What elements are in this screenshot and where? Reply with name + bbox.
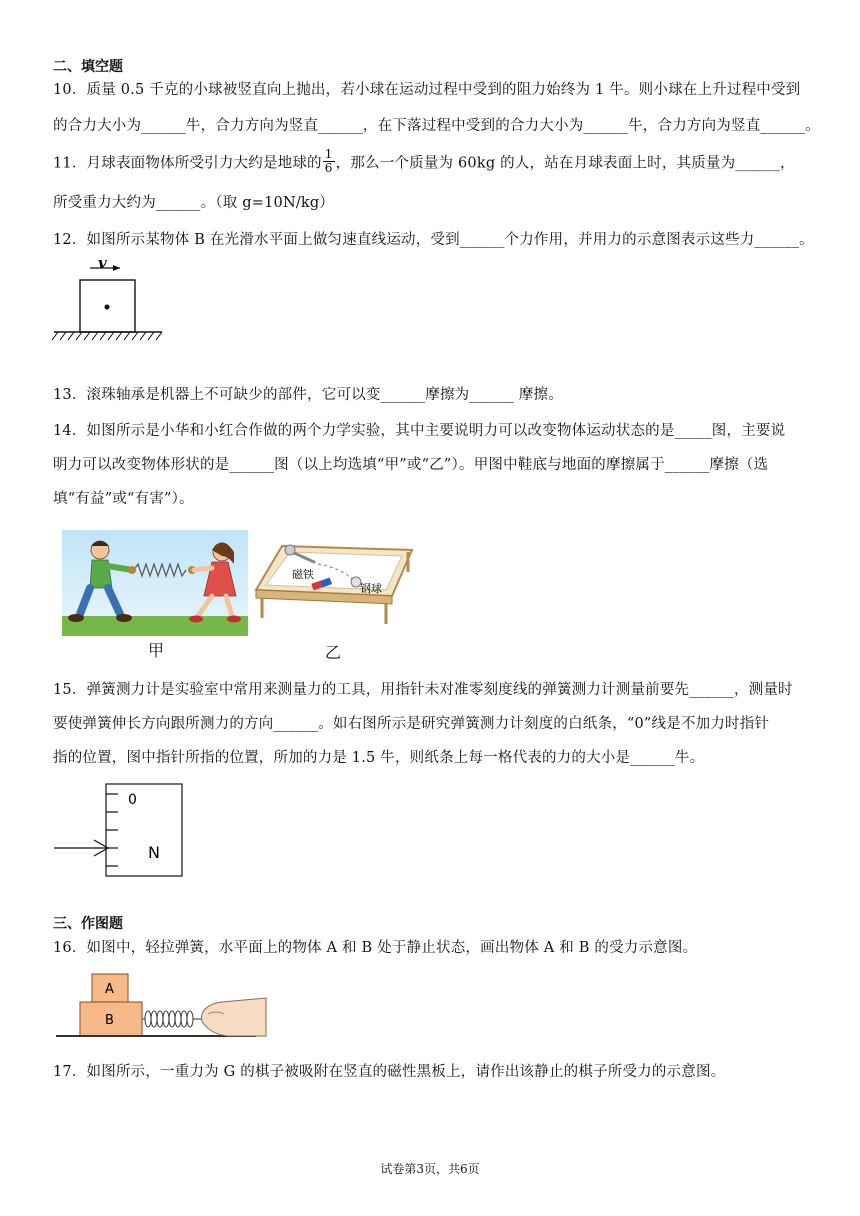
q15-line2: 要使弹簧伸长方向跟所测力的方向______。如右图所示是研究弹簧测力计刻度的白纸条，“0”线是不加力时指针 bbox=[53, 716, 770, 732]
figure-jia-tug-spring bbox=[62, 530, 248, 636]
label-b: B bbox=[105, 1013, 114, 1028]
unit-label: N bbox=[148, 843, 160, 862]
q14-line2: 明力可以改变物体形状的是______图（以上均选填“甲”或“乙”）。甲图中鞋底与地面的摩擦属于______摩擦（选 bbox=[53, 457, 769, 473]
section-title-fill: 二、填空题 bbox=[53, 59, 123, 75]
fraction-one-sixth bbox=[323, 148, 335, 175]
q15-line3: 指的位置，图中指针所指的位置，所加的力是 1.5 牛，则纸条上每一格代表的力的大小是______牛。 bbox=[53, 750, 705, 766]
label-a: A bbox=[105, 982, 114, 997]
ball-start bbox=[285, 545, 295, 555]
spring-horizontal bbox=[142, 1011, 202, 1027]
fraction-numerator: 1 bbox=[324, 147, 333, 161]
center-dot bbox=[105, 305, 110, 310]
q10-line1: 10．质量 0.5 千克的小球被竖直向上抛出，若小球在运动过程中受到的阻力始终为 1 牛。则小球在上升过程中受到 bbox=[53, 82, 801, 98]
q16-line1: 16．如图中，轻拉弹簧，水平面上的物体 A 和 B 处于静止状态，画出物体 A 和 B 的受力示意图。 bbox=[53, 940, 698, 956]
label-steel-ball: 钢球 bbox=[360, 582, 382, 595]
q11-line1-b: ，那么一个质量为 60kg 的人，站在月球表面上时，其质量为______， bbox=[335, 155, 795, 172]
q13-line1: 13．滚珠轴承是机器上不可缺少的部件，它可以变______摩擦为______ 摩擦。 bbox=[53, 387, 563, 403]
fraction-denominator: 6 bbox=[324, 161, 333, 175]
q17-line1: 17．如图所示，一重力为 G 的棋子被吸附在竖直的磁性黑板上，请作出该静止的棋子所受力的示意图。 bbox=[53, 1064, 726, 1080]
caption-jia: 甲 bbox=[148, 641, 165, 660]
label-magnet: 磁铁 bbox=[292, 568, 314, 581]
q12-block-figure bbox=[50, 252, 170, 344]
figure-yi-magnet-ball bbox=[252, 538, 418, 630]
zero-label: 0 bbox=[128, 792, 137, 808]
section-title-draw: 三、作图题 bbox=[53, 916, 123, 932]
page-footer: 试卷第3页，共6页 bbox=[380, 1162, 480, 1176]
q15-line1: 15．弹簧测力计是实验室中常用来测量力的工具，用指针未对准零刻度线的弹簧测力计测量前要先______，测量时 bbox=[53, 682, 793, 698]
q12-line1: 12．如图所示某物体 B 在光滑水平面上做匀速直线运动，受到______个力作用，并用力的示意图表示这些力______。 bbox=[53, 232, 814, 248]
velocity-arrowhead bbox=[113, 265, 120, 271]
q14-line1: 14．如图所示是小华和小红合作做的两个力学实验，其中主要说明力可以改变物体运动状态的是_____图，主要说 bbox=[53, 423, 786, 439]
q11-line1-a: 11．月球表面物体所受引力大约是地球的 bbox=[53, 155, 322, 172]
ground-hatching bbox=[52, 332, 162, 340]
caption-yi: 乙 bbox=[325, 643, 342, 662]
blocks-spring-hand-figure bbox=[56, 970, 270, 1046]
q14-line3: 填“有益”或“有害”）。 bbox=[53, 491, 194, 507]
grass bbox=[62, 616, 248, 636]
hand bbox=[202, 998, 267, 1036]
spring-scale-paper-strip bbox=[50, 780, 190, 882]
velocity-label: v bbox=[98, 254, 107, 272]
q11-line2: 所受重力大约为______。（取 g=10N/kg） bbox=[53, 195, 335, 211]
q11-line1 bbox=[53, 147, 795, 177]
q10-line2: 的合力大小为______牛，合力方向为竖直______，在下落过程中受到的合力大小为______牛，合力方向为竖直______。 bbox=[53, 118, 820, 134]
spring-handle-left bbox=[128, 566, 136, 574]
